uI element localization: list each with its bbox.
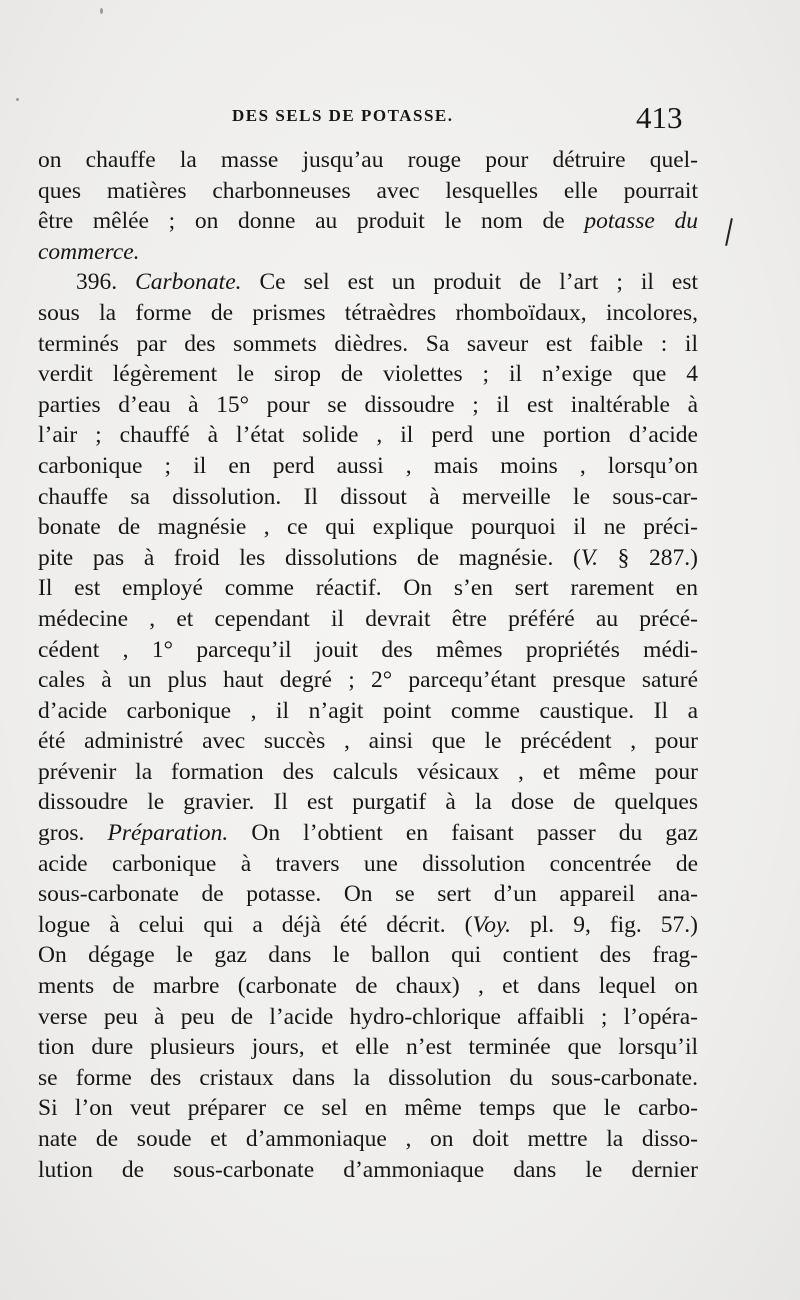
text-run: § 287.) xyxy=(598,544,698,571)
text-run: Il est employé comme réactif. On s’en sert rarement en xyxy=(38,575,698,602)
text-run: On l’obtient en faisant passer du gaz xyxy=(228,820,698,847)
text-line xyxy=(38,635,698,666)
paper-speck xyxy=(100,8,103,14)
paper-speck xyxy=(16,98,19,101)
text-line xyxy=(38,1063,698,1094)
text-line xyxy=(38,787,698,818)
text-run: été administré avec succès , ainsi que le précédent , pour xyxy=(38,728,698,755)
text-run: cédent , 1° parcequ’il jouit des mêmes propriétés médi- xyxy=(38,636,698,663)
text-run: cales à un plus haut degré ; 2° parcequ’étant presque saturé xyxy=(38,667,698,694)
text-line xyxy=(38,543,698,574)
text-run: dissoudre le gravier. Il est purgatif à la dose de quelques xyxy=(38,789,698,816)
text-run: tion dure plusieurs jours, et elle n’est terminée que lorsqu’il xyxy=(38,1034,698,1061)
text-line xyxy=(38,757,698,788)
text-run: nate de soude et d’ammoniaque , on doit mettre la disso- xyxy=(38,1126,698,1152)
italic-run: Voy. xyxy=(472,911,512,938)
italic-run: Carbonate. xyxy=(135,269,242,296)
text-line xyxy=(38,1124,698,1155)
body-text xyxy=(38,145,698,1185)
text-line xyxy=(38,940,698,971)
text-run: d’acide carbonique , il n’agit point comme caustique. Il a xyxy=(38,697,698,724)
italic-run: potasse du xyxy=(584,208,698,235)
text-line xyxy=(38,573,698,604)
text-run: carbonique ; il en perd aussi , mais moins , lorsqu’on xyxy=(38,452,698,479)
text-line xyxy=(38,1002,698,1033)
text-run: terminés par des sommets dièdres. Sa saveur est faible : il xyxy=(38,330,698,357)
text-run: parties d’eau à 15° pour se dissoudre ; il est inaltérable à xyxy=(38,391,698,418)
italic-run: V. xyxy=(580,544,599,571)
text-line xyxy=(38,329,698,360)
text-line xyxy=(38,176,698,207)
margin-mark xyxy=(725,218,733,246)
text-line xyxy=(38,604,698,635)
text-run: l’air ; chauffé à l’état solide , il perd une portion d’acide xyxy=(38,422,698,449)
text-line xyxy=(38,971,698,1002)
text-run: 396. xyxy=(76,269,136,296)
text-line xyxy=(38,1093,698,1124)
text-run: être mêlée ; on donne au produit le nom de xyxy=(38,208,585,235)
text-run: Si l’on veut préparer ce sel en même temps que le carbo- xyxy=(38,1095,698,1122)
text-line xyxy=(38,145,698,176)
text-run: lution de sous-carbonate d’ammoniaque dans le dernier xyxy=(38,1156,698,1183)
text-run: verdit légèrement le sirop de violettes ; il n’exige que 4 xyxy=(38,361,698,388)
text-run: sous la forme de prismes tétraèdres rhomboïdaux, incolores, xyxy=(38,299,698,326)
running-head xyxy=(0,100,800,140)
text-line xyxy=(38,1032,698,1063)
text-line xyxy=(38,1155,698,1186)
text-line xyxy=(38,451,698,482)
text-run: ments de marbre (carbonate de chaux) , et dans lequel on xyxy=(38,973,698,1000)
text-line xyxy=(38,726,698,757)
text-line xyxy=(38,206,698,237)
text-line xyxy=(38,420,698,451)
text-run: pite pas à froid les dissolutions de magnésie. ( xyxy=(38,544,581,571)
text-line xyxy=(38,849,698,880)
text-line xyxy=(38,482,698,513)
text-run: Ce sel est un produit de l’art ; il est xyxy=(241,269,698,296)
text-line xyxy=(38,359,698,390)
text-line xyxy=(38,512,698,543)
text-run: gros. xyxy=(38,820,108,847)
text-line xyxy=(38,298,698,329)
page-number: 413 xyxy=(636,100,683,135)
text-line xyxy=(38,879,698,910)
running-title: DES SELS DE POTASSE. xyxy=(232,106,454,125)
text-run: acide carbonique à travers une dissolution concentrée de xyxy=(38,850,698,877)
text-line xyxy=(38,910,698,941)
text-line xyxy=(38,390,698,421)
text-run: verse peu à peu de l’acide hydro-chlorique affaibli ; l’opéra- xyxy=(38,1003,698,1030)
text-run: On dégage le gaz dans le ballon qui contient des frag- xyxy=(38,942,698,969)
text-run: médecine , et cependant il devrait être préféré au précé- xyxy=(38,605,698,632)
text-run: bonate de magnésie , ce qui explique pourquoi il ne préci- xyxy=(38,514,698,541)
text-run: on chauffe la masse jusqu’au rouge pour détruire quel- xyxy=(38,147,698,173)
text-run: pl. 9, fig. 57.) xyxy=(511,911,698,938)
text-run: chauffe sa dissolution. Il dissout à merveille le sous-car- xyxy=(38,483,698,510)
text-line xyxy=(38,665,698,696)
text-run: sous-carbonate de potasse. On se sert d’un appareil ana- xyxy=(38,881,698,908)
text-run: prévenir la formation des calculs vésicaux , et même pour xyxy=(38,758,698,785)
text-line xyxy=(38,267,698,298)
text-line xyxy=(38,818,698,849)
text-line xyxy=(38,696,698,727)
text-line xyxy=(38,237,698,268)
text-run: se forme des cristaux dans la dissolution du sous-carbonate. xyxy=(38,1064,698,1091)
text-run: ques matières charbonneuses avec lesquelles elle pourrait xyxy=(38,177,698,204)
text-run: logue à celui qui a déjà été décrit. ( xyxy=(38,911,473,938)
italic-run: Préparation. xyxy=(107,820,229,847)
italic-run: commerce. xyxy=(38,238,140,265)
